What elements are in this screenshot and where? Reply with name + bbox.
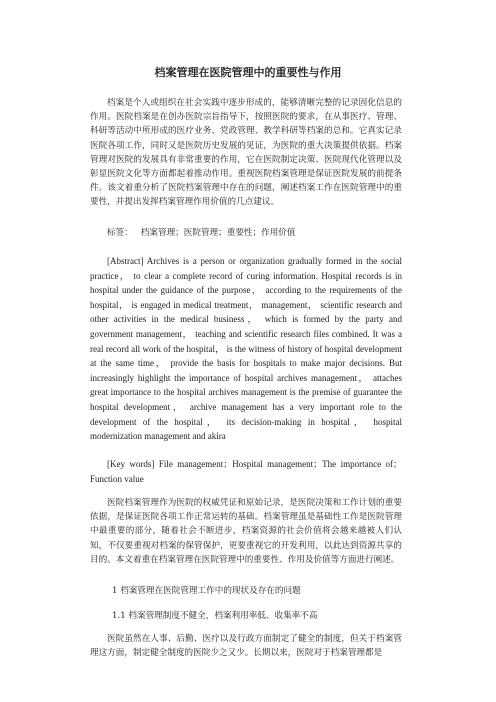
section-heading-1-1: 1.1 档案管理制度不健全，档案利用率低、收集率不高 — [112, 611, 318, 621]
keywords-english: [Key words] File management；Hospital management；The importance of；Function value — [90, 459, 402, 484]
abstract-chinese: 档案是个人或组织在社会实践中逐步形成的，能够清晰完整的记录固化信息的作用。医院档案是在创办医院宗旨指导下，按照医院的要求，在从事医疗、管理、科研等活动中所形成的医疗业务、党政管理、教学科研等档案的总和。它真实记录医院各项工作，同时又是医院历史发展的见证，为医院的重大决策提供依据。档案管理对医院的发展具有非常重要的作用，它在医院制定决策、医院现代化管理以及彰显医院文化等方面都起着推动作用。重视医院档案管理是保证医院发展的前提条件。该文着重分析了医院档案管理中存在的问题，阐述档案工作在医院管理中的重要性，并提出发挥档案管理作用价值的几点建议。 — [90, 98, 402, 208]
document-title: 档案管理在医院管理中的重要性与作用 — [154, 66, 342, 79]
keywords-text: 档案管理；医院管理；重要性；作用价值 — [140, 228, 296, 238]
abstract-english: [Abstract] Archives is a person or organization gradually formed in the social practice， to clear a complete record of curing information. Hospital records is in hospital under the guidance of the purpose， according to the requirements of the hospital， is engaged in medical treatment， management， scientific research and other activities in the medical business， which is formed by the party and government management， teaching and scientific research files combined. It was a real record all work of the hospital， is the witness of history of hospital development at the same time， provide the basis for hospitals to make major decisions. But increasingly highlight the importance of hospital archives management， attaches great importance to the hospital archives management is the premise of guarantee the hospital development， archive management has a very important role to the development of the hospital， its decision-making in hospital， hospital modernization management and akira — [90, 256, 402, 442]
body-paragraph: 医院虽然在人事、后勤、医疗以及行政方面制定了健全的制度，但关于档案管理这方面，制定健全制度的医院少之又少。长期以来，医院对于档案管理都是 — [90, 634, 402, 659]
keywords-label: 标签： — [107, 228, 133, 238]
intro-paragraph: 医院档案管理作为医院的权威凭证和原始记录，是医院决策和工作计划的重要依据，是保证医院各项工作正常运转的基础。档案管理虽是基础性工作是医院管理中最重要的部分，随着社会不断进步，档案资源的社会价值将会越来越被人们认知，不仅要重视对档案的保管保护，更要重视它的开发利用，以此达到资源共享的目的。本文着重在档案管理在医院管理中的重要性、作用及价值等方面进行阐述。 — [90, 498, 402, 565]
section-heading-1: 1 档案管理在医院管理工作中的现状及存在的问题 — [112, 586, 301, 596]
keywords-chinese — [90, 226, 402, 240]
